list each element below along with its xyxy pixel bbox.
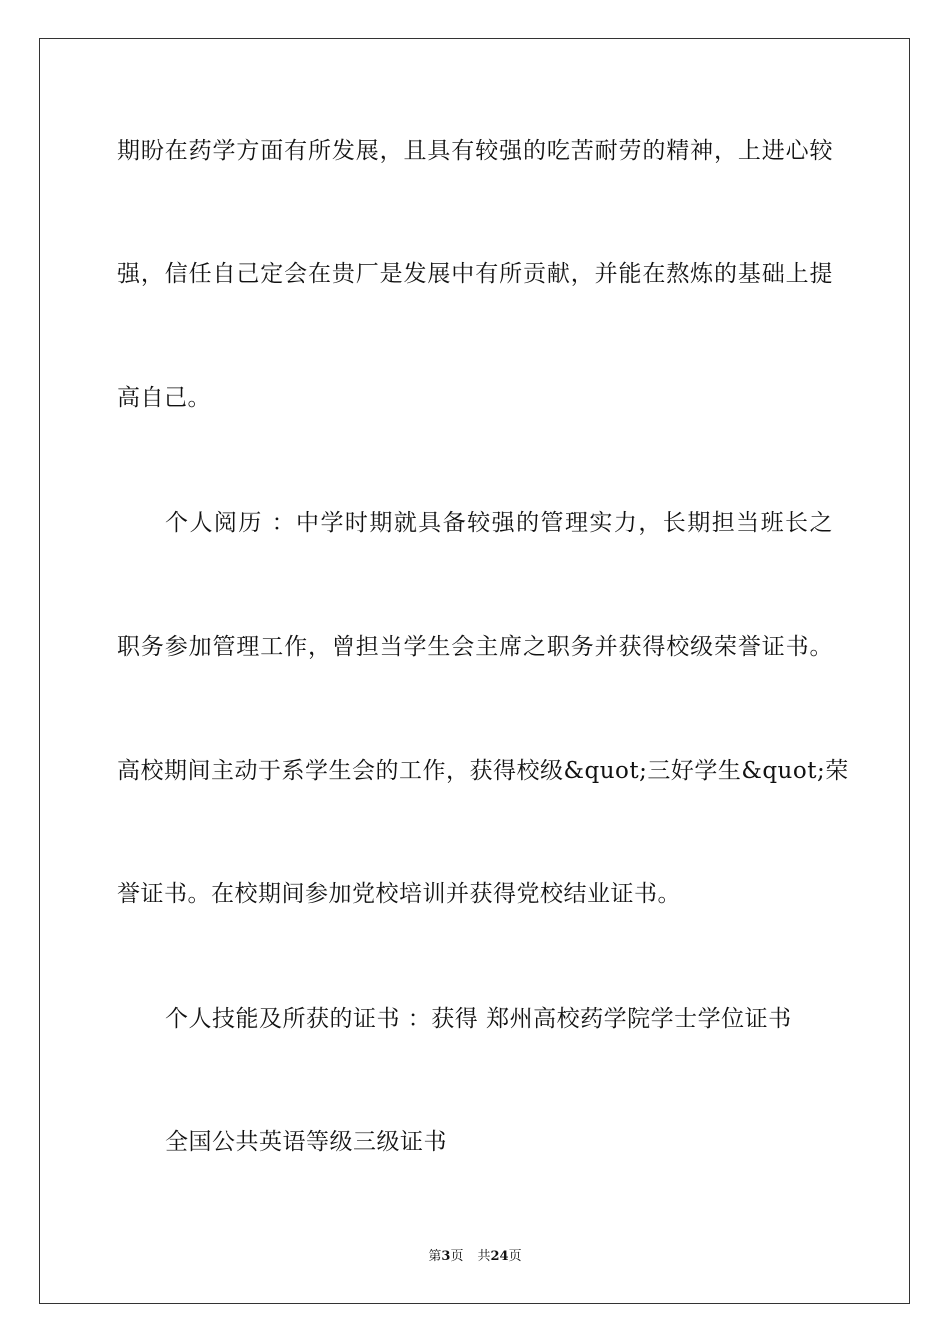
footer-total-prefix: 共 [477, 1249, 491, 1264]
footer-page-number: 3 [441, 1249, 451, 1264]
text-line-4: 个人阅历 ：中学时期就具备较强的管理实力，长期担当班长之 [165, 510, 833, 536]
text-line-5: 职务参加管理工作，曾担当学生会主席之职务并获得校级荣誉证书。 [117, 634, 833, 660]
footer-total-suffix: 页 [508, 1249, 522, 1264]
footer-page-prefix: 第 [428, 1249, 442, 1264]
text-line-8: 个人技能及所获的证书 ：获得 郑州高校药学院学士学位证书 [165, 1006, 792, 1032]
page-border [39, 38, 910, 1304]
page-footer [0, 1245, 950, 1264]
footer-total-pages: 24 [490, 1249, 509, 1264]
text-line-2: 强，信任自己定会在贵厂是发展中有所贡献，并能在熬炼的基础上提 [117, 261, 833, 287]
text-line-6: 高校期间主动于系学生会的工作，获得校级&quot;三好学生&quot;荣 [117, 758, 849, 784]
text-line-7: 誉证书。在校期间参加党校培训并获得党校结业证书。 [117, 881, 681, 907]
text-line-9: 全国公共英语等级三级证书 [165, 1129, 447, 1155]
footer-page-suffix: 页 [450, 1249, 464, 1264]
text-line-3: 高自己。 [117, 385, 211, 411]
text-line-1: 期盼在药学方面有所发展，且具有较强的吃苦耐劳的精神，上进心较 [117, 138, 833, 164]
